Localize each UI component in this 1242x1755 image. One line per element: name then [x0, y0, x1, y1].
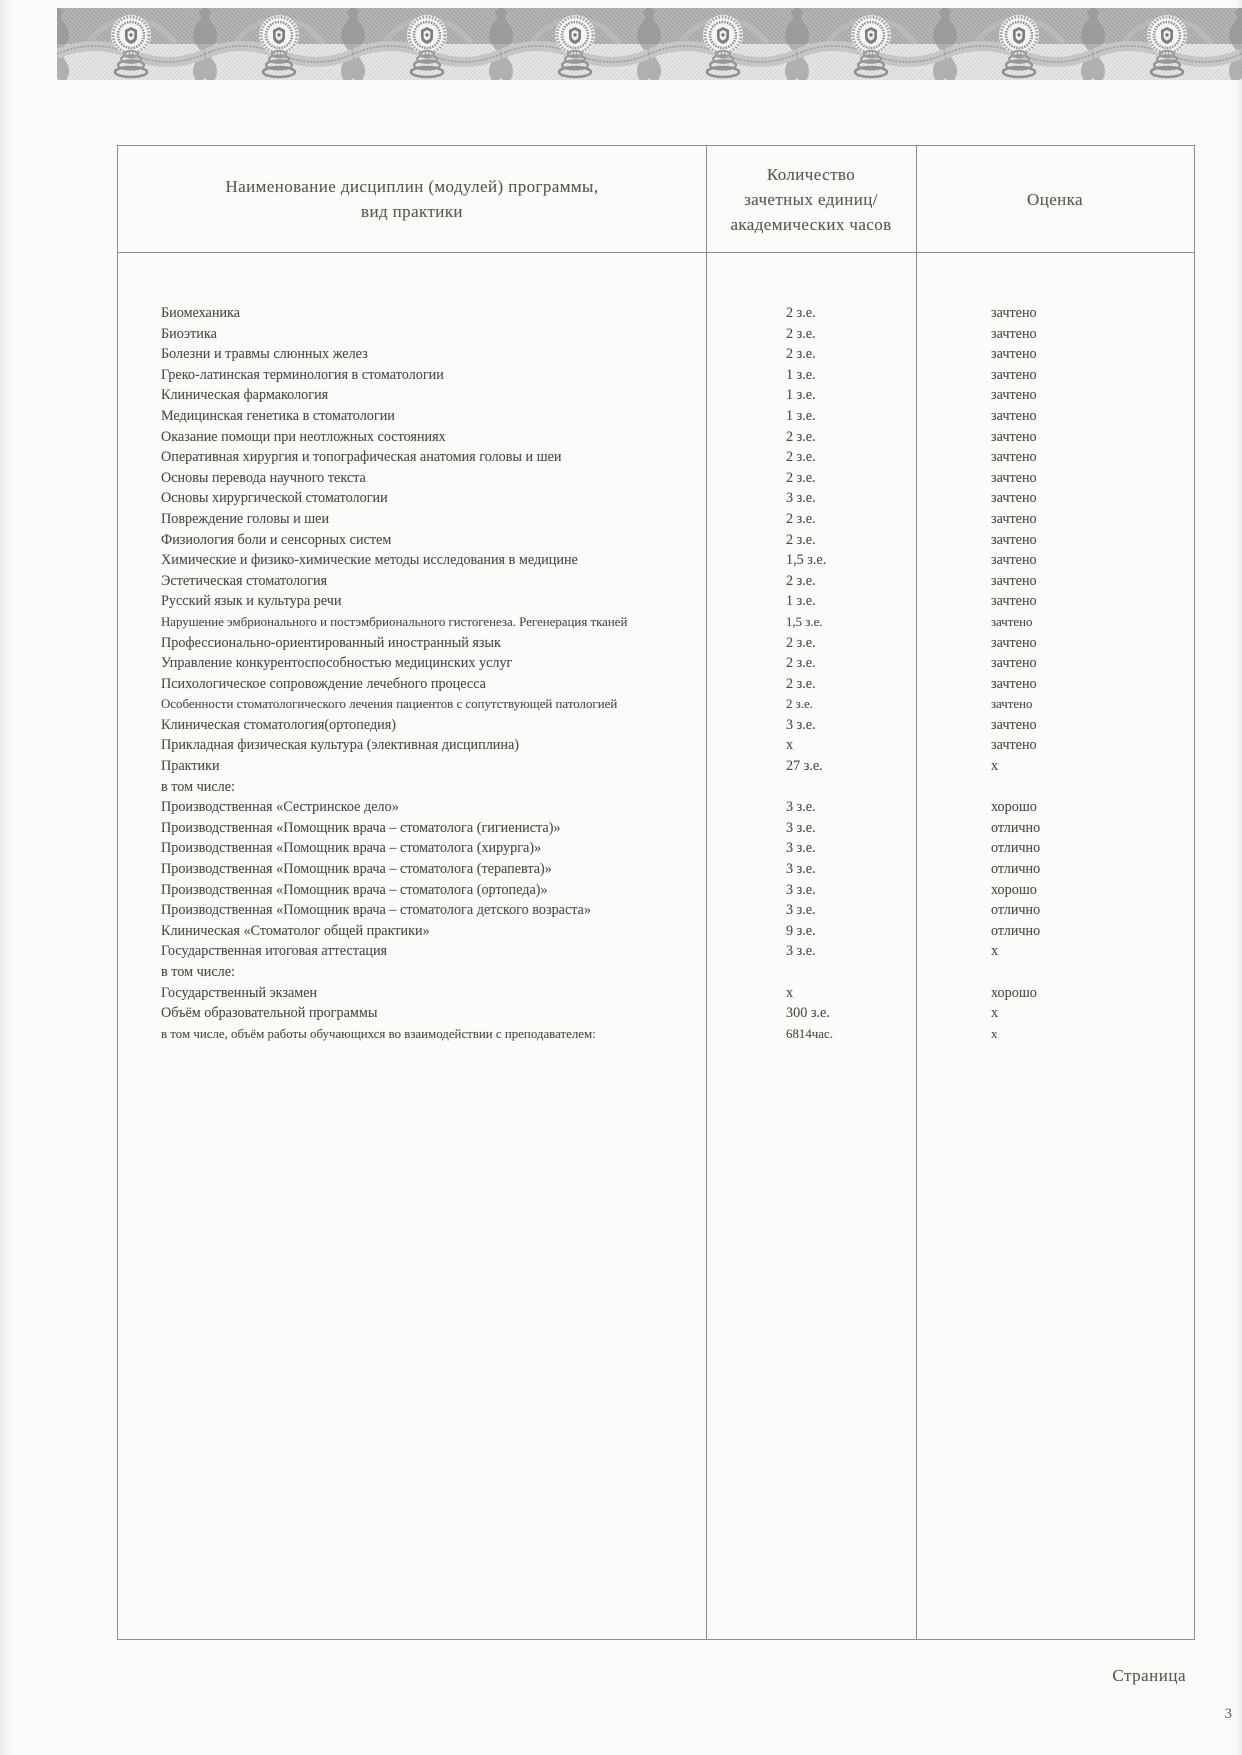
grade-value: отлично — [991, 840, 1041, 857]
header-credits — [706, 146, 916, 252]
grade-value: зачтено — [991, 593, 1037, 610]
grade-value: зачтено — [991, 572, 1037, 589]
table-row — [118, 941, 1194, 962]
table-row — [118, 921, 1194, 942]
grade-value: зачтено — [991, 366, 1037, 383]
discipline-name: Производственная «Помощник врача – стоматолога (хирурга)» — [161, 840, 542, 857]
table-row — [118, 385, 1194, 406]
grade-value: зачтено — [991, 697, 1033, 712]
discipline-name: Особенности стоматологического лечения пациентов с сопутствующей патологией — [161, 697, 618, 712]
grade-value: x — [991, 943, 999, 960]
header-discipline — [118, 146, 706, 252]
grade-value: зачтено — [991, 737, 1037, 754]
credits-value: 2 з.е. — [786, 510, 816, 527]
table-row — [118, 365, 1194, 386]
table-rows — [118, 253, 1194, 1044]
table-row — [118, 797, 1194, 818]
discipline-name: Психологическое сопровождение лечебного процесса — [161, 675, 486, 692]
table-row — [118, 880, 1194, 901]
credits-value: 2 з.е. — [786, 428, 816, 445]
table-row — [118, 591, 1194, 612]
discipline-name: Клиническая фармакология — [161, 387, 329, 404]
table-row — [118, 818, 1194, 839]
discipline-name: Оказание помощи при неотложных состояниях — [161, 428, 446, 445]
credits-value: 2 з.е. — [786, 697, 813, 712]
table-row — [118, 344, 1194, 365]
credits-value: 6814час. — [786, 1026, 833, 1041]
credits-value: x — [786, 984, 794, 1001]
discipline-name: Государственная итоговая аттестация — [161, 943, 388, 960]
table-row — [118, 468, 1194, 489]
discipline-name: Производственная «Помощник врача – стоматолога (гигиениста)» — [161, 819, 561, 836]
table-row — [118, 653, 1194, 674]
credits-value: 3 з.е. — [786, 819, 816, 836]
discipline-name: Русский язык и культура речи — [161, 593, 342, 610]
discipline-name: в том числе, объём работы обучающихся во взаимодействии с преподавателем: — [161, 1026, 596, 1041]
table-row — [118, 633, 1194, 654]
discipline-name: Биомеханика — [161, 305, 241, 321]
credits-value: 2 з.е. — [786, 346, 816, 363]
credits-value: 3 з.е. — [786, 881, 816, 898]
grade-value: x — [991, 1005, 999, 1022]
grade-value: x — [991, 1026, 998, 1041]
table-row — [118, 447, 1194, 468]
discipline-name: Эстетическая стоматология — [161, 572, 328, 589]
discipline-name: Болезни и травмы слюнных желез — [161, 346, 368, 363]
grade-value: зачтено — [991, 305, 1037, 321]
header-discipline-line2: вид практики — [361, 202, 463, 221]
table-row — [118, 983, 1194, 1004]
table-row — [118, 962, 1194, 983]
table-row — [118, 612, 1194, 633]
credits-value: 2 з.е. — [786, 325, 816, 342]
grade-value: зачтено — [991, 490, 1037, 507]
table-row — [118, 406, 1194, 427]
credits-value — [706, 962, 916, 983]
table-row — [118, 735, 1194, 756]
header-credits-line1: Количество — [766, 164, 856, 184]
credits-value: x — [786, 737, 794, 754]
grade-value: отлично — [991, 819, 1041, 836]
credits-value: 3 з.е. — [786, 799, 816, 816]
credits-value — [706, 777, 916, 798]
credits-value: 3 з.е. — [786, 943, 816, 960]
table-row — [118, 427, 1194, 448]
grade-value: отлично — [991, 902, 1041, 919]
credits-value: 300 з.е. — [786, 1005, 830, 1022]
table-row — [118, 1024, 1194, 1045]
credits-value: 1 з.е. — [786, 407, 816, 424]
discipline-name: Производственная «Помощник врача – стоматолога (терапевта)» — [161, 861, 552, 878]
discipline-name: Повреждение головы и шеи — [161, 510, 330, 527]
grade-value — [916, 962, 1194, 983]
scan-edge-right — [1234, 0, 1242, 1755]
table-row — [118, 900, 1194, 921]
credits-value: 9 з.е. — [786, 922, 816, 939]
header-discipline-line1: Наименование дисциплин (модулей) программы, — [225, 177, 599, 196]
table-row — [118, 571, 1194, 592]
discipline-name: Физиология боли и сенсорных систем — [161, 531, 392, 548]
grade-value: зачтено — [991, 325, 1037, 342]
discipline-name: Биоэтика — [161, 325, 217, 342]
discipline-name: Производственная «Сестринское дело» — [161, 799, 399, 816]
table-row — [118, 550, 1194, 571]
discipline-name: Греко-латинская терминология в стоматологии — [161, 366, 444, 383]
discipline-name: Клиническая стоматология(ортопедия) — [161, 716, 397, 733]
header-credits-line2: зачетных единиц/ — [744, 189, 878, 209]
grade-value: зачтено — [991, 449, 1037, 466]
credits-value: 2 з.е. — [786, 531, 816, 548]
credits-value: 2 з.е. — [786, 675, 816, 692]
table-row — [118, 838, 1194, 859]
grade-value: зачтено — [991, 428, 1037, 445]
scan-edge-left — [0, 0, 12, 1755]
discipline-name: Производственная «Помощник врача – стоматолога (ортопеда)» — [161, 881, 548, 898]
grade-value: зачтено — [991, 510, 1037, 527]
discipline-name: Профессионально-ориентированный иностранный язык — [161, 634, 501, 651]
credits-value: 3 з.е. — [786, 861, 816, 878]
page-footer-label: Страница — [1112, 1666, 1186, 1685]
credits-value: 2 з.е. — [786, 305, 816, 321]
table-row — [118, 694, 1194, 715]
grade-value: хорошо — [991, 799, 1037, 816]
discipline-name: Медицинская генетика в стоматологии — [161, 407, 395, 424]
table-row — [118, 715, 1194, 736]
grade-value: зачтено — [991, 675, 1037, 692]
table-row — [118, 509, 1194, 530]
credits-value: 1,5 з.е. — [786, 614, 823, 629]
credits-value: 2 з.е. — [786, 449, 816, 466]
credits-value: 3 з.е. — [786, 840, 816, 857]
discipline-name: в том числе: — [161, 964, 235, 980]
discipline-name: Нарушение эмбрионального и постэмбрионального гистогенеза. Регенерация тканей — [161, 614, 628, 629]
table-row — [118, 674, 1194, 695]
discipline-name: Оперативная хирургия и топографическая анатомия головы и шеи — [161, 449, 562, 466]
grade-value: зачтено — [991, 552, 1037, 569]
discipline-name: Прикладная физическая культура (элективная дисциплина) — [161, 737, 519, 754]
table-row — [118, 530, 1194, 551]
credits-value: 3 з.е. — [786, 902, 816, 919]
table-row — [118, 777, 1194, 798]
table-row — [118, 1003, 1194, 1024]
transcript-table — [117, 145, 1195, 1640]
credits-value: 3 з.е. — [786, 716, 816, 733]
table-header-row — [118, 146, 1194, 253]
grade-value: отлично — [991, 922, 1041, 939]
grade-value: хорошо — [991, 881, 1037, 898]
discipline-name: Клиническая «Стоматолог общей практики» — [161, 922, 430, 939]
table-row — [118, 324, 1194, 345]
discipline-name: Производственная «Помощник врача – стоматолога детского возраста» — [161, 902, 592, 919]
credits-value: 2 з.е. — [786, 634, 816, 651]
header-grade-label: Оценка — [1027, 189, 1083, 209]
discipline-name: в том числе: — [161, 778, 235, 795]
grade-value — [916, 777, 1194, 798]
discipline-name: Управление конкурентоспособностью медицинских услуг — [161, 655, 513, 672]
table-row — [118, 488, 1194, 509]
discipline-name: Государственный экзамен — [161, 984, 318, 1001]
discipline-name: Объём образовательной программы — [161, 1005, 378, 1022]
grade-value: зачтено — [991, 634, 1037, 651]
grade-value: хорошо — [991, 984, 1037, 1001]
credits-value: 1,5 з.е. — [786, 552, 827, 569]
grade-value: зачтено — [991, 346, 1037, 363]
grade-value: зачтено — [991, 716, 1037, 733]
grade-value: зачтено — [991, 387, 1037, 404]
grade-value: отлично — [991, 861, 1041, 878]
table-row — [118, 303, 1194, 324]
credits-value: 1 з.е. — [786, 366, 816, 383]
grade-value: зачтено — [991, 655, 1037, 672]
grade-value: зачтено — [991, 407, 1037, 424]
discipline-name: Основы хирургической стоматологии — [161, 490, 388, 507]
discipline-name: Химические и физико-химические методы исследования в медицине — [161, 552, 578, 569]
page-number: 3 — [1224, 1706, 1232, 1722]
guilloche-band-image — [57, 8, 1242, 80]
credits-value: 2 з.е. — [786, 655, 816, 672]
header-credits-line3: академических часов — [730, 214, 892, 234]
header-grade — [916, 146, 1194, 252]
grade-value: зачтено — [991, 531, 1037, 548]
discipline-name: Основы перевода научного текста — [161, 469, 366, 486]
credits-value: 3 з.е. — [786, 490, 816, 507]
credits-value: 2 з.е. — [786, 469, 816, 486]
discipline-name: Практики — [161, 758, 220, 775]
credits-value: 1 з.е. — [786, 387, 816, 404]
grade-value: зачтено — [991, 469, 1037, 486]
grade-value: x — [991, 758, 999, 775]
credits-value: 1 з.е. — [786, 593, 816, 610]
grade-value: зачтено — [991, 614, 1033, 629]
table-row — [118, 859, 1194, 880]
table-row — [118, 756, 1194, 777]
credits-value: 27 з.е. — [786, 758, 823, 775]
credits-value: 2 з.е. — [786, 572, 816, 589]
